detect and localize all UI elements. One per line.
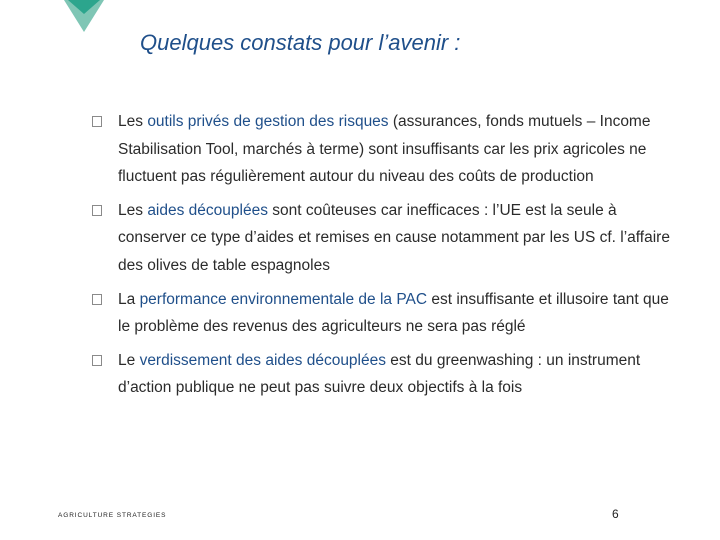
page-number: 6 [612,507,619,521]
footer-organization: AGRICULTURE STRATEGIES [58,512,167,519]
highlight-term: verdissement des aides découplées [139,351,386,369]
highlight-term: outils privés de gestion des risques [147,113,389,130]
highlight-term: performance environnementale de la PAC [139,290,428,308]
bullet-list [88,108,678,408]
highlight-term: aides découplées [147,201,268,219]
bullet-item: La performance environnementale de la PAC est insuffisante et illusoire tant que le problème des revenus des agriculteurs ne sera pas réglé [88,286,678,341]
bullet-item: Le verdissement des aides découplées est du greenwashing : un instrument d’action publique ne peut pas suivre deux objectifs à la fois [88,347,678,402]
checkbox-bullet-icon [92,355,102,366]
logo-icon [64,0,104,32]
checkbox-bullet-icon [92,205,102,216]
bullet-item: Les outils privés de gestion des risques (assurances, fonds mutuels – Income Stabilisation Tool, marchés à terme) sont insuffisants car les prix agricoles ne fluctuent pas régulièrement autour du niveau des coûts de production [88,108,678,191]
bullet-item: Les aides découplées sont coûteuses car inefficaces : l’UE est la seule à conserver ce type d’aides et remises en cause notamment par les US cf. l’affaire des olives de table espagnoles [88,197,678,280]
checkbox-bullet-icon [92,294,102,305]
checkbox-bullet-icon [92,116,102,127]
page-title: Quelques constats pour l’avenir : [140,30,461,55]
